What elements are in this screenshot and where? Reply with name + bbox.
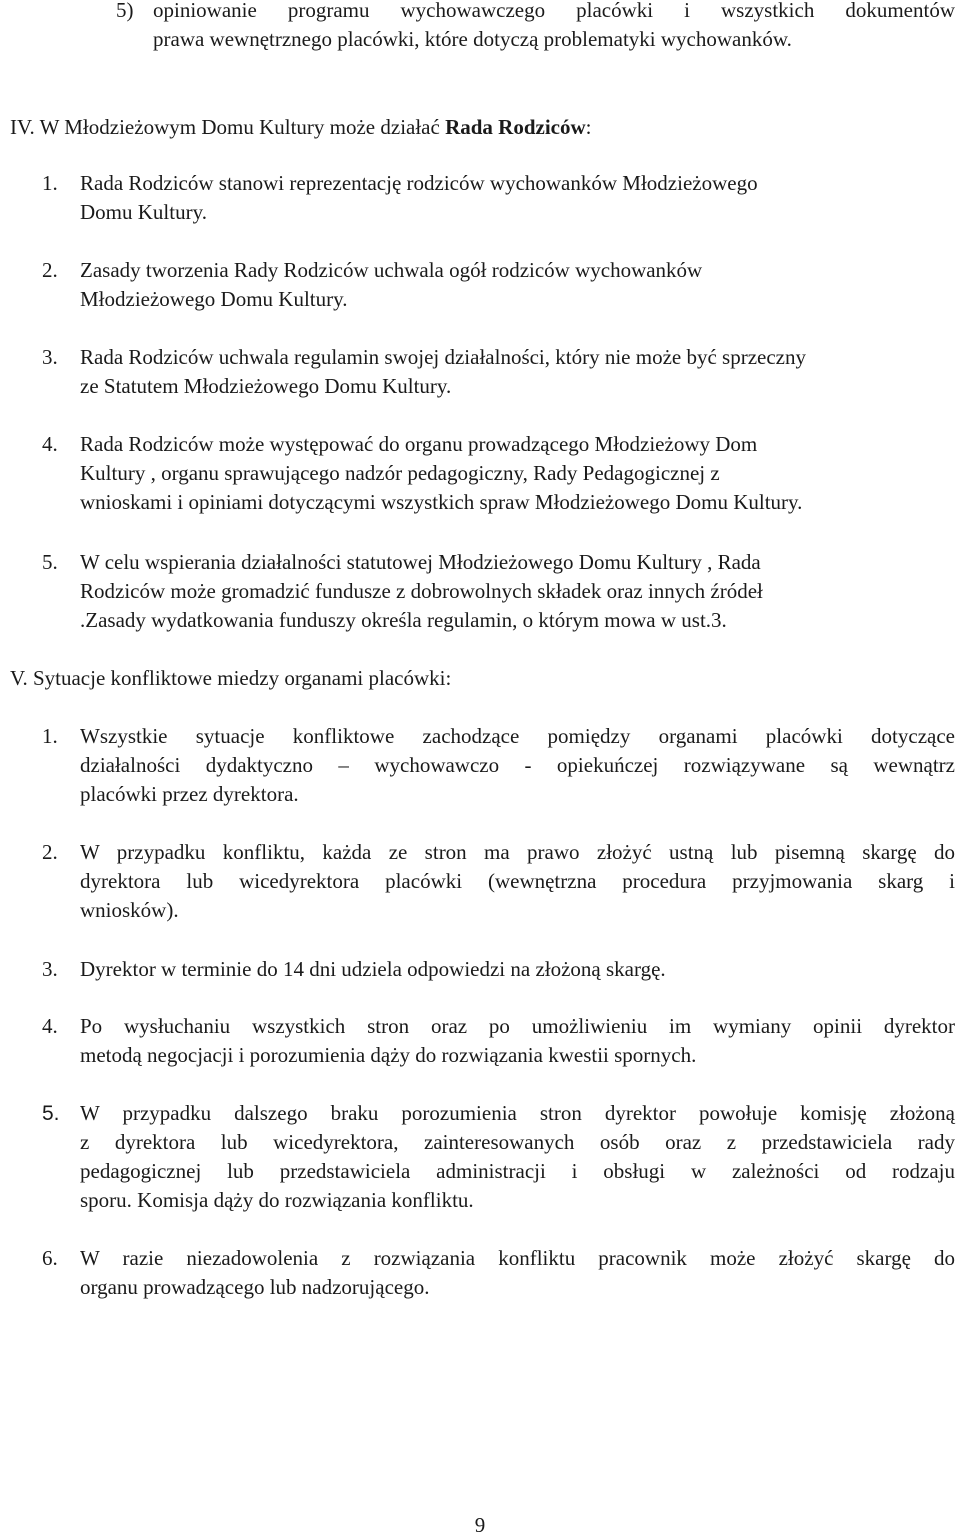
list-item-line: pedagogicznej lub przedstawiciela administracji i obsługi w zależności od rodzaju <box>80 1159 955 1183</box>
list-item-line: ze Statutem Młodzieżowego Domu Kultury. <box>80 374 452 398</box>
list-item-line: W celu wspierania działalności statutowej Młodzieżowego Domu Kultury , Rada <box>80 550 761 574</box>
list-item-line: prawa wewnętrznego placówki, które dotyczą problematyki wychowanków. <box>153 27 792 51</box>
list-item-line: z dyrektora lub wicedyrektora, zainteresowanych osób oraz z przedstawiciela rady <box>80 1130 955 1154</box>
list-item-line: Rada Rodziców stanowi reprezentację rodziców wychowanków Młodzieżowego <box>80 171 758 195</box>
list-item-number: 4. <box>42 432 58 456</box>
list-item-line: opiniowanie programu wychowawczego placówki i wszystkich dokumentów <box>153 0 955 22</box>
list-item-line: Kultury , organu sprawującego nadzór pedagogiczny, Rady Pedagogicznej z <box>80 461 720 485</box>
list-item-number: 5) <box>116 0 134 22</box>
section-heading-v: V. Sytuacje konfliktowe miedzy organami placówki: <box>10 666 452 690</box>
list-item-number: 1. <box>42 171 58 195</box>
section-heading-iv <box>10 113 592 142</box>
list-item-line: W przypadku dalszego braku porozumienia stron dyrektor powołuje komisję złożoną <box>80 1101 955 1125</box>
list-item-line: Rada Rodziców uchwala regulamin swojej działalności, który nie może być sprzeczny <box>80 345 806 369</box>
list-item-line: sporu. Komisja dąży do rozwiązania konfliktu. <box>80 1188 474 1212</box>
list-item-number: 5. <box>42 1102 60 1125</box>
list-item-line: działalności dydaktyczno – wychowawczo - opiekuńczej rozwiązywane są wewnątrz <box>80 753 955 777</box>
list-item-line: placówki przez dyrektora. <box>80 782 299 806</box>
list-item-number: 1. <box>42 724 58 748</box>
list-item-number: 4. <box>42 1014 58 1038</box>
list-item-line: Wszystkie sytuacje konfliktowe zachodzące pomiędzy organami placówki dotyczące <box>80 724 955 748</box>
list-item-number: 2. <box>42 840 58 864</box>
list-item-line: dyrektora lub wicedyrektora placówki (wewnętrzna procedura przyjmowania skarg i <box>80 869 955 893</box>
list-item-number: 3. <box>42 957 58 981</box>
list-item-line: W razie niezadowolenia z rozwiązania konfliktu pracownik może złożyć skargę do <box>80 1246 955 1270</box>
list-item-line: W przypadku konfliktu, każda ze stron ma prawo złożyć ustną lub pisemną skargę do <box>80 840 955 864</box>
list-item-line: Dyrektor w terminie do 14 dni udziela odpowiedzi na złożoną skargę. <box>80 957 666 981</box>
list-item-line: wnioskami i opiniami dotyczącymi wszystkich spraw Młodzieżowego Domu Kultury. <box>80 490 803 514</box>
list-item-line: organu prowadzącego lub nadzorującego. <box>80 1275 430 1299</box>
list-item-line: Po wysłuchaniu wszystkich stron oraz po umożliwieniu im wymiany opinii dyrektor <box>80 1014 955 1038</box>
section-heading-prefix: IV. W Młodzieżowym Domu Kultury może działać <box>10 115 446 139</box>
list-item-line: Rodziców może gromadzić fundusze z dobrowolnych składek oraz innych źródeł <box>80 579 763 603</box>
list-item-line: Rada Rodziców może występować do organu prowadzącego Młodzieżowy Dom <box>80 432 758 456</box>
list-item-number: 6. <box>42 1246 58 1270</box>
section-heading-suffix: : <box>585 115 592 139</box>
list-item-number: 3. <box>42 345 58 369</box>
list-item-number: 2. <box>42 258 58 282</box>
list-item-line: metodą negocjacji i porozumienia dąży do rozwiązania kwestii spornych. <box>80 1043 697 1067</box>
list-item-line: Domu Kultury. <box>80 200 207 224</box>
section-heading-bold: Rada Rodziców <box>445 115 586 139</box>
list-item-line: Zasady tworzenia Rady Rodziców uchwala ogół rodziców wychowanków <box>80 258 703 282</box>
list-item-line: wniosków). <box>80 898 179 922</box>
list-item-line: .Zasady wydatkowania funduszy określa regulamin, o którym mowa w ust.3. <box>80 608 727 632</box>
list-item-line: Młodzieżowego Domu Kultury. <box>80 287 348 311</box>
list-item-number: 5. <box>42 550 58 574</box>
page-number: 9 <box>474 1513 486 1537</box>
